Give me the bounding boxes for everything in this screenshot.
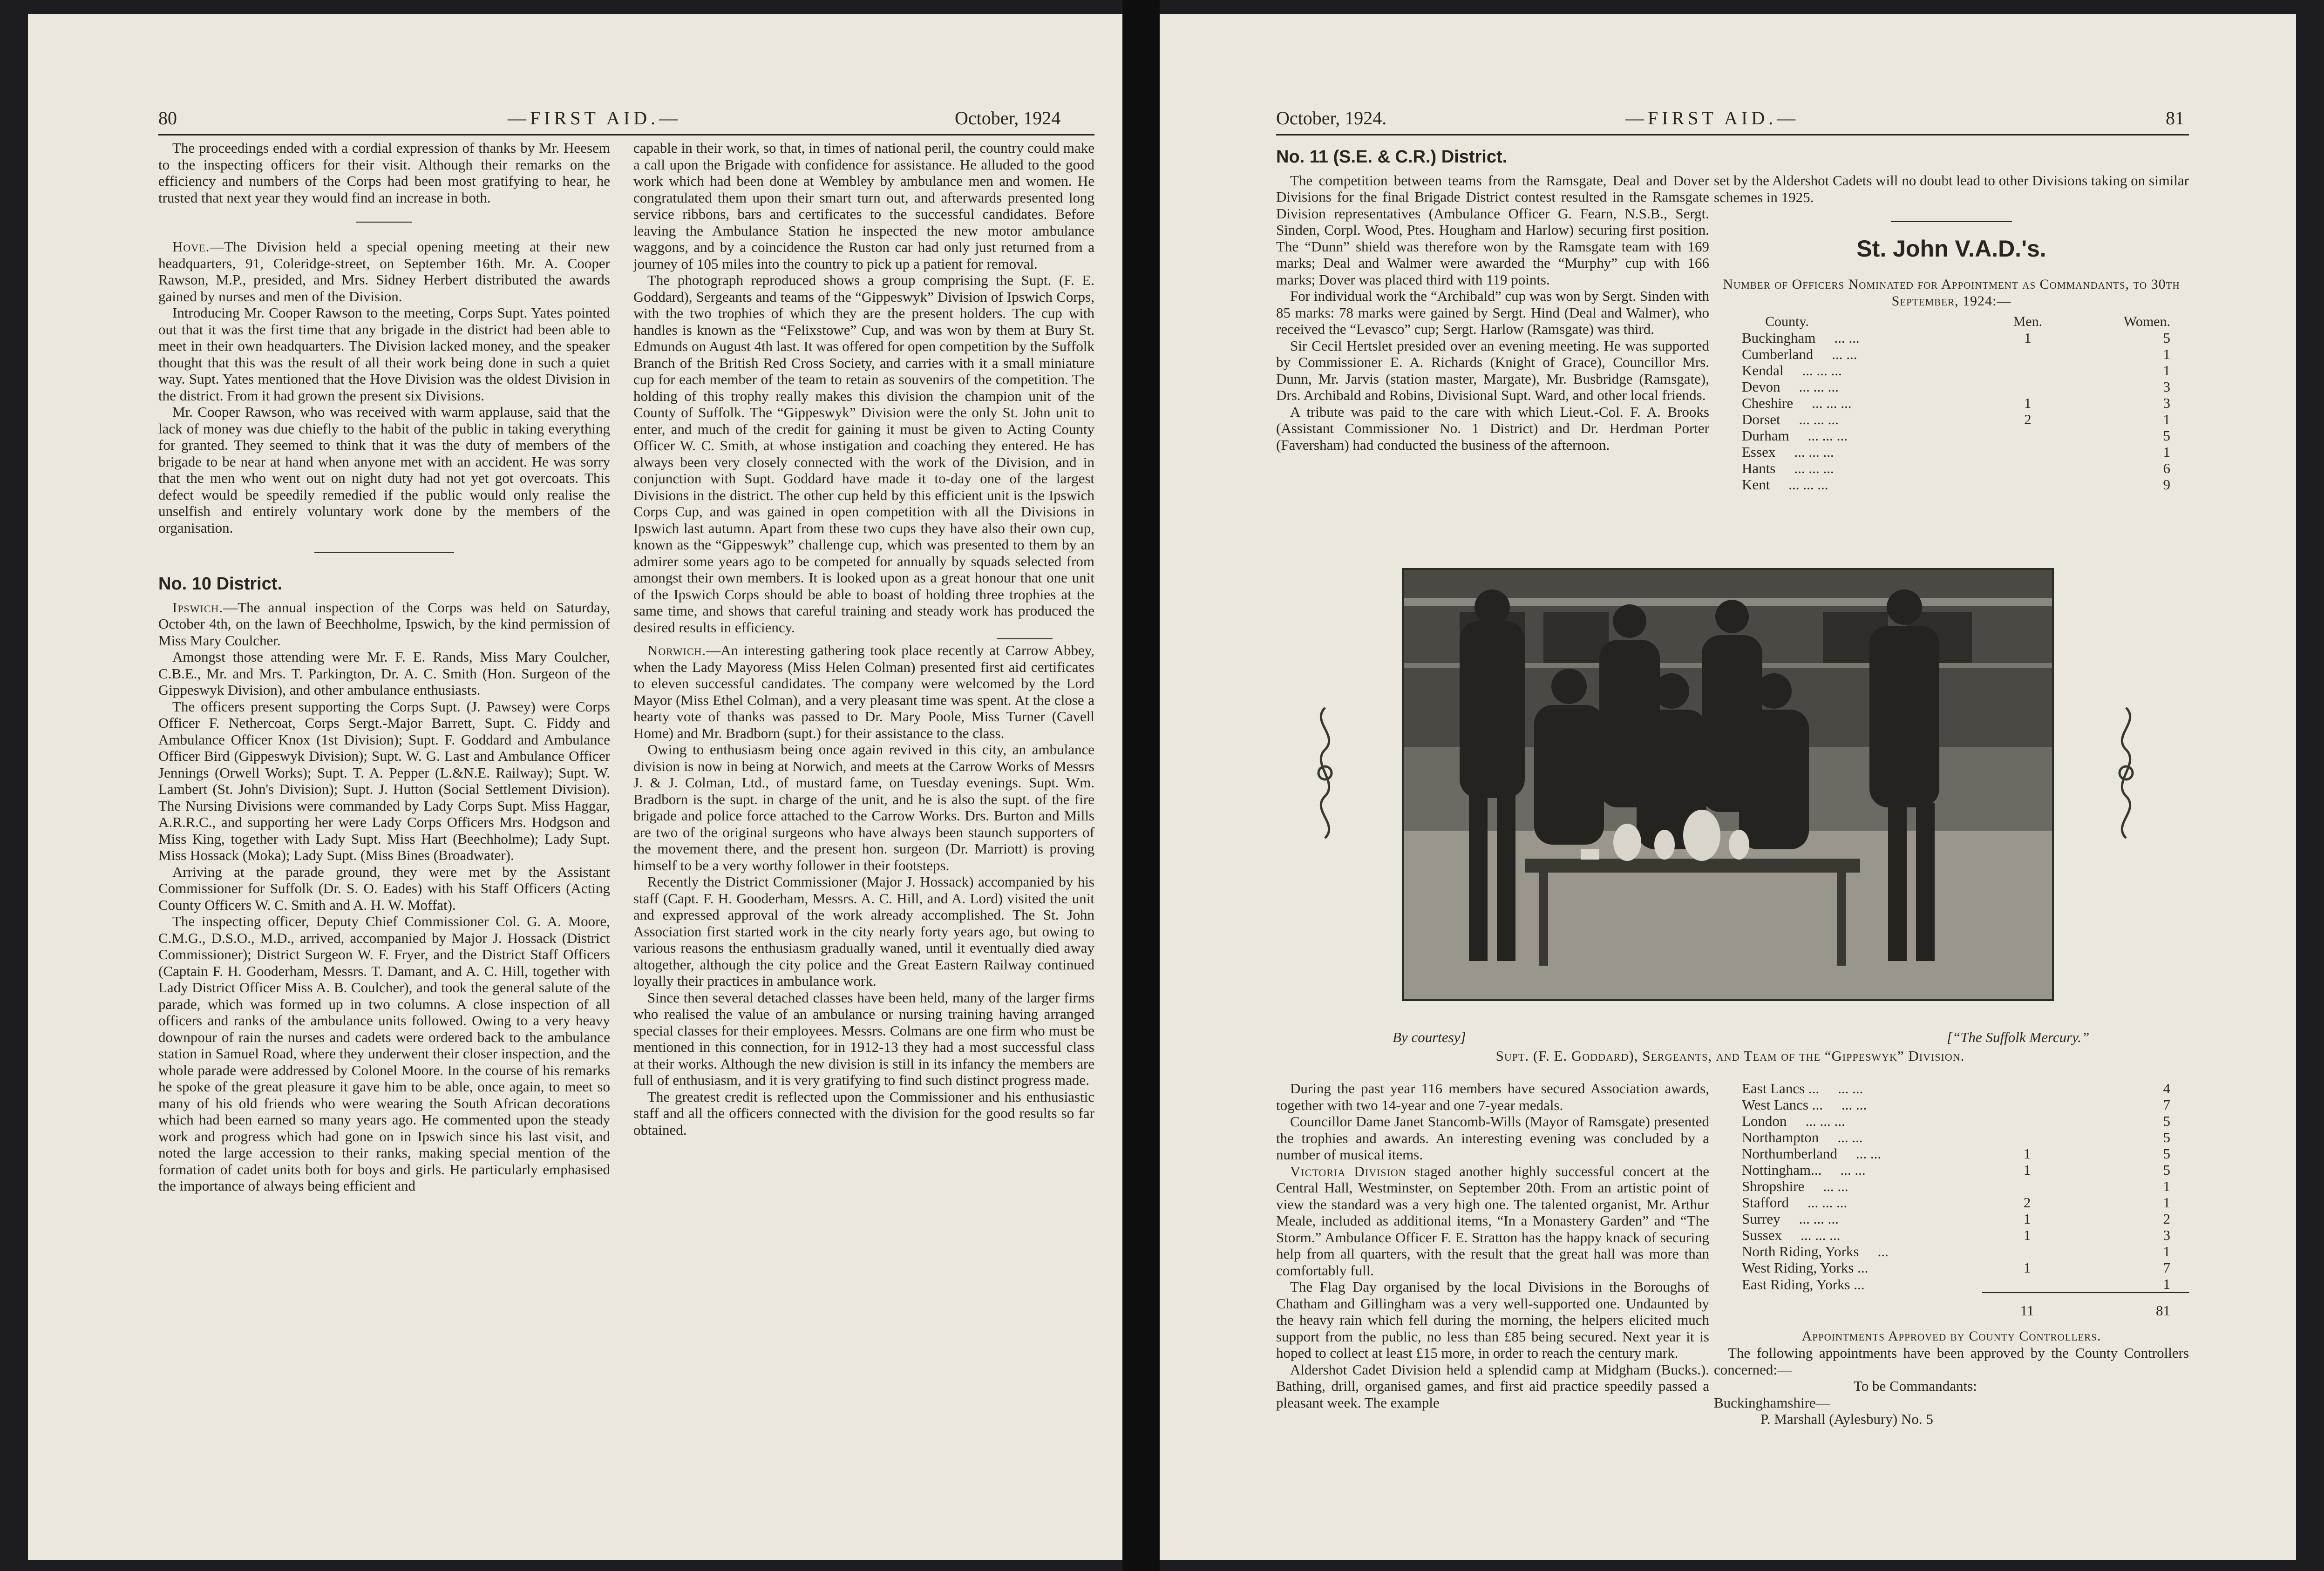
table-row [1742,362,2189,379]
county-label: Dorset [1742,411,1780,427]
county-name [1742,1243,1982,1260]
approvals-heading: Appointments Approved by County Controllers. [1801,1328,2101,1344]
paragraph: To be Commandants: [1854,1378,1977,1394]
table-row [1742,1097,2189,1113]
leader-dots: ... ... [1855,1145,1882,1162]
women-count: 3 [2163,394,2170,411]
section-separator [997,638,1053,639]
paragraph: During the past year 116 members have secured Association awards, together with two 14-year and one 7-year medals. [1276,1080,1709,1113]
women-count: 5 [2163,1145,2170,1162]
county-name [1742,1080,1982,1097]
place-lead: Hove. [172,238,210,255]
men-count [1984,362,2072,379]
table-row [1742,1194,2189,1211]
right-page [1160,14,2296,1560]
paragraph: capable in their work, so that, in times of national peril, the country could make a call upon the Brigade with confidence for assistance. He alluded to the good work which had been done at Wembley by ambulance men and women. He congratulated them upon their smart turn out, and afterwards presented long service ribbons, bars and certificates to the successful candidates. Before leaving the Ambulance Station he inspected the new motor ambulance waggons, and by a coincidence the Ruston car had only just returned from a journey of 105 miles into the country to pick up a patient for removal. [633,140,1094,272]
table-row [1742,1227,2189,1243]
county-name [1742,1276,1982,1293]
paragraph: The Flag Day organised by the local Divisions in the Boroughs of Chatham and Gillingham was a very well-supported one. Undaunted by the heavy rain which fell during the morning, the helpers elicited much support from the public, no less than £85 being secured. Next year it is hoped to collect at least £15 more, in order to reach the century mark. [1276,1279,1709,1361]
paragraph: Mr. Cooper Rawson, who was received with warm applause, said that the lack of money was due chiefly to the habit of the public in taking everything for granted. They seemed to think that it was the duty of members of the brigade to be near at hand when anyone met with an accident. He was sorry that the men who went out on night duty had not yet got overcoats. This defect would be speedily remedied if the public would only realise the unselfish and entirely voluntary work done by the members of the organisation. [158,404,610,536]
right-bottom-column-2 [1714,1080,2189,1428]
county-label: Hants [1742,460,1776,476]
paragraph: Hove.—The Division held a special opening meeting at their new headquarters, 91, Coleridge-street, on September 16th. Mr. A. Cooper Rawson, M.P., presided, and Mrs. Sidney Herbert distributed the awards gained by nurses and men of the Division. [158,238,610,305]
left-column-1 [158,140,610,1194]
paragraph: The following appointments have been approved by the County Controllers concerned:— [1714,1345,2189,1378]
paragraph: Buckinghamshire— [1714,1394,1830,1411]
men-count [1984,379,2072,395]
paragraph: The photograph reproduced shows a group comprising the Supt. (F. E. Goddard), Sergeants and teams of the “Gippeswyk” Division of Ipswich Corps, with the two trophies of which they are the present holders. The cup with handles is known as the “Felixstowe” Cup, and was won by them at Bury St. Edmunds on August 4th last. It was offered for open competition by the Suffolk Branch of the British Red Cross Society, and carries with it a small miniature cup for each member of the team to retain as souvenirs of the competition. The holding of this trophy really makes this division the champion unit of the County of Suffolk. The “Gippeswyk” Division were the only St. John unit to enter, and much of the credit for gaining it must be given to Acting County Officer W. C. Smith, at whose instigation and coaching they entered. He has always been very closely connected with the work of the Division, and in conjunction with Supt. Goddard have made it to-day one of the largest Divisions in the district. The other cup held by this efficient unit is the Ipswich Corps Cup, and was gained in open competition with all the Divisions in Ipswich last autumn. Apart from these two cups they have also their own cup, known as the “Gippeswyk” challenge cup, which was presented to them by an admirer some years ago to be competed for annually by squads selected from amongst their own members. It is looked upon as a great honour that one unit of the Ipswich Corps should be able to boast of holding three trophies at the same time, and shows that careful training and steady work has produced the desired results in efficiency. [633,272,1094,636]
ornament-right-icon [2110,703,2142,843]
ornament-left-icon [1309,703,1341,843]
leader-dots: ... ... ... [1799,378,1839,395]
paragraph: Victoria Division staged another highly successful concert at the Central Hall, Westminster, on September 20th. From an artistic point of view the standard was a very high one. The talented organist, Mr. Arthur Meale, included as additional items, “In a Monastery Garden” and “The Storm.” Ambulance Officer F. E. Stratton has the happy knack of securing help from all quarters, with the result that the great hall was more than comfortably full. [1276,1163,1710,1279]
place-lead: Norwich. [647,642,707,658]
leader-dots: ... ... ... [1808,427,1848,444]
women-count: 1 [2163,443,2170,460]
right-bottom-column-1 [1276,1080,1709,1411]
table-row [1742,460,2189,476]
county-name [1742,1260,1982,1276]
county-name [1742,379,1984,395]
photo-credit-right: [“The Suffolk Mercury.” [1947,1029,2090,1045]
left-column-2 [633,140,1094,1138]
women-count: 5 [2163,1113,2170,1129]
leader-dots: ... ... [1823,1178,1848,1194]
county-label: Buckingham [1742,329,1816,346]
table-row [1742,1129,2189,1145]
county-name [1742,1227,1982,1243]
men-count: 2 [2024,411,2032,427]
paragraph: The greatest credit is reflected upon the Commissioner and his enthusiastic staff and all the officers connected with the division for the good results so far obtained. [633,1088,1094,1138]
header-men: Men. [2013,313,2043,329]
leader-dots: ... ... ... [1788,476,1828,493]
county-label: Sussex [1742,1227,1782,1243]
total-women: 81 [2073,1293,2189,1319]
county-label: East Riding, Yorks ... [1742,1276,1865,1293]
women-count: 7 [2163,1260,2170,1276]
place-lead: Ipswich. [172,599,224,616]
county-name [1742,1145,1982,1162]
table-row [1742,1080,2189,1097]
paragraph: Recently the District Commissioner (Major J. Hossack) accompanied by his staff (Capt. F. H. Gooderham, Messrs. A. C. Hill, and A. Lord) visited the unit and expressed approval of the work already accomplished. The St. John Association first started work in the city nearly forty years ago, but owing to various reasons the enthusiasm gradually waned, until it eventually died away altogether, although the city police and the Great Eastern Railway continued loyally their practices in ambulance work. [633,874,1094,989]
men-count: 1 [2023,1145,2031,1162]
county-label: Durham [1742,427,1789,444]
county-label: Kendal [1742,362,1784,379]
table-row [1742,1243,2189,1260]
men-count [1982,1113,2073,1129]
paragraph: Since then several detached classes have been held, many of the larger firms who realised the value of an ambulance or nursing training having arranged special classes for their employees. Messrs. Colmans are one firm who must be mentioned in this connection, for in 1912-13 they had a most successful class at their works. Although the new division is still in its infancy the members are full of enthusiasm, and it is very gratifying to find such distinct progress made. [633,989,1094,1088]
left-masthead: —FIRST AID.— [508,108,682,129]
vad-title: St. John V.A.D.'s. [1856,236,2046,262]
county-name [1742,444,1984,460]
team-photograph [1402,568,2054,1001]
county-label: Essex [1742,443,1776,460]
women-count: 2 [2163,1211,2170,1227]
leader-dots: ... ... ... [1799,1211,1839,1227]
photo-caption: Supt. (F. E. Goddard), Sergeants, and Team of the “Gippeswyk” Division. [1495,1048,1965,1064]
women-count: 1 [2163,1276,2170,1292]
men-count [1982,1129,2073,1145]
table-row [1742,427,2189,444]
table-row [1742,1178,2189,1194]
left-page [28,14,1122,1560]
county-name [1742,476,1984,493]
women-count: 5 [2163,329,2170,346]
left-date: October, 1924 [955,108,1061,129]
right-header [1160,107,2296,135]
county-name [1742,1194,1982,1211]
county-label: Shropshire [1742,1178,1805,1194]
table-row [1742,1211,2189,1227]
women-count: 1 [2163,362,2170,379]
women-count: 1 [2163,1194,2170,1211]
men-count [1982,1080,2073,1097]
paragraph: Introducing Mr. Cooper Rawson to the meeting, Corps Supt. Yates pointed out that it was the first time that any brigade in the district had been able to meet in their own headquarters. The Division lacked money, and the speaker thought that this was the result of all their work being done in such a quiet way. Supt. Yates mentioned that the Hove Division was the oldest Division in the district. From it had grown the present six Divisions. [158,305,610,404]
totals-row [1742,1293,2189,1319]
paragraph: For individual work the “Archibald” cup was won by Sergt. Sinden with 85 marks: 78 marks were gained by Sergt. Hind (Deal and Walmer), who received the “Levasco” cup; Sergt. Harlow (Ramsgate) was third. [1276,288,1709,337]
county-table-bottom [1742,1080,2189,1319]
county-name [1742,395,1984,411]
table-row [1742,330,2189,346]
right-masthead: —FIRST AID.— [1625,108,1800,129]
men-count [1984,346,2072,362]
table-row [1742,1260,2189,1276]
men-count [1982,1178,2073,1194]
place-lead: Victoria Division [1290,1163,1407,1179]
section-separator [314,552,454,553]
left-page-number: 80 [158,108,177,129]
women-count: 4 [2163,1080,2170,1097]
men-count [1982,1097,2073,1113]
left-header [28,107,1122,135]
leader-dots: ... ... ... [1802,362,1842,379]
county-name [1742,460,1984,476]
table-row [1742,1276,2189,1293]
county-label: East Lancs ... [1742,1080,1820,1097]
page-gutter [1122,0,1160,1571]
men-count: 1 [2023,1227,2031,1243]
women-count: 3 [2163,378,2170,395]
county-label: Nottingham... [1742,1162,1822,1178]
total-men: 11 [1982,1293,2073,1319]
paragraph: Sir Cecil Hertslet presided over an evening meeting. He was supported by Commissioner E. A. Richards (Knight of Grace), Councillor Mrs. Dunn, Mr. Jarvis (station master, Margate), Mr. Busbridge (Ramsgate), Drs. Archibald and Robins, Divisional Supt. Ward, and other local friends. [1276,337,1709,403]
leader-dots: ... ... ... [1801,1227,1841,1243]
county-label: Northampton [1742,1129,1819,1145]
header-women: Women. [2123,313,2170,329]
county-name [1742,1129,1982,1145]
leader-dots: ... ... [1840,1162,1866,1178]
county-name [1742,411,1984,427]
women-count: 7 [2163,1097,2170,1113]
paragraph: set by the Aldershot Cadets will no doubt lead to other Divisions taking on similar schemes in 1925. [1714,172,2189,205]
leader-dots: ... [1877,1243,1889,1260]
men-count [1984,476,2072,493]
right-header-rule [1276,134,2189,135]
county-name [1742,330,1984,346]
leader-dots: ... ... [1832,345,1857,362]
county-label: Northumberland [1742,1145,1837,1162]
women-count: 6 [2163,460,2170,476]
header-county: County. [1765,313,1809,329]
paragraph: The inspecting officer, Deputy Chief Commissioner Col. G. A. Moore, C.M.G., D.S.O., M.D., arrived, accompanied by Major J. Hossack (District Commissioner); District Surgeon W. F. Fryer, and the District Staff Officers (Captain F. H. Gooderham, Messrs. T. Damant, and A. C. Hill, together with Lady District Officer Miss A. B. Coulcher), and took the general salute of the parade, which was formed up in two columns. A close inspection of all officers and ranks of the ambulance units followed. Owing to a very heavy downpour of rain the nurses and cadets were ordered back to the ambulance station in Samuel Road, where they underwent their closer inspection, and the whole parade were addressed by Colonel Moore. In the course of his remarks he spoke of the great pleasure it gave him to be able, once again, to meet so many of his old friends who were wearing the South African decorations which had been earned so many years ago. He commented upon the steady work and progress which had gone on in Ipswich since his last visit, and noted the large accession to their ranks, making special mention of the formation of cadet units both for boys and girls. He particularly emphasised the importance of always being efficient and [158,913,610,1194]
county-name [1742,1097,1982,1113]
county-label: Kent [1742,476,1770,493]
table-row [1742,1145,2189,1162]
women-count: 5 [2163,427,2170,444]
paragraph: Norwich.—An interesting gathering took place recently at Carrow Abbey, when the Lady Mayoress (Miss Helen Colman) presented first aid certificates to eleven successful candidates. The company were welcomed by the Lord Mayor (Miss Ethel Colman), and a very pleasant time was spent. At the close a hearty vote of thanks was passed to Dr. Mary Poole, Miss Turner (Cavell Home) and Mr. Bradborn (supt.) for their assistance to the class. [633,642,1094,741]
section-separator [1891,221,2012,222]
leader-dots: ... ... ... [1794,443,1834,460]
men-count [1982,1276,2073,1293]
county-label: Cumberland [1742,345,1814,362]
paragraph: The competition between teams from the Ramsgate, Deal and Dover Divisions for the final Brigade District contest resulted in the Ramsgate Division representatives (Ambulance Officer G. Fearn, N.S.B., Sergt. Sinden, Corpl. Wood, Ptes. Hougham and Harlow) securing first position. The “Dunn” shield was therefore won by the Ramsgate team with 169 marks; Deal and Walmer were awarded the “Murphy” cup with 166 marks; Dover was placed third with 119 points. [1276,172,1709,288]
leader-dots: ... ... ... [1799,411,1839,427]
right-column-2 [1714,172,2189,493]
men-count [1982,1243,2073,1260]
county-label: Devon [1742,378,1780,395]
right-column-1 [1276,140,1709,453]
county-name [1742,1162,1982,1178]
men-count: 1 [2024,329,2032,346]
men-count [1984,444,2072,460]
county-label: West Riding, Yorks ... [1742,1260,1869,1276]
paragraph: Amongst those attending were Mr. F. E. Rands, Miss Mary Coulcher, C.B.E., Mr. and Mrs. T. Parkington, Dr. A. C. Smith (Hon. Surgeon of the Gippeswyk Division), and other ambulance enthusiasts. [158,649,610,698]
county-label: Cheshire [1742,394,1794,411]
table-row [1742,1162,2189,1178]
county-table-top [1742,313,2189,493]
women-count: 3 [2163,1227,2170,1243]
leader-dots: ... ... [1841,1097,1867,1113]
county-name [1742,1113,1982,1129]
table-header-row [1742,313,2189,330]
men-count: 1 [2023,1260,2031,1276]
county-name [1742,346,1984,362]
paragraph: Aldershot Cadet Division held a splendid camp at Midgham (Bucks.). Bathing, drill, organised games, and first aid practice speedily passed a pleasant week. The example [1276,1361,1709,1411]
left-header-rule [158,134,1094,135]
county-name [1742,362,1984,379]
right-page-number: 81 [2166,108,2184,129]
county-name [1742,1211,1982,1227]
county-label: London [1742,1113,1787,1129]
leader-dots: ... ... ... [1808,1194,1848,1211]
paragraph: Councillor Dame Janet Stancomb-Wills (Mayor of Ramsgate) presented the trophies and awards. An interesting evening was concluded by a number of musical items. [1276,1113,1709,1163]
women-count: 5 [2163,1129,2170,1145]
leader-dots: ... ... ... [1805,1113,1845,1129]
women-count: 9 [2163,476,2170,493]
section-heading: No. 11 (S.E. & C.R.) District. [1276,147,1508,167]
team-photo-illustration [1404,570,2052,999]
paragraph: The officers present supporting the Corps Supt. (J. Pawsey) were Corps Officer F. Nethercoat, Corps Sergt.-Major Barrett, Supt. C. Fiddy and Ambulance Officer Knox (1st Division); Supt. F. Goddard and Ambulance Officer Bird (Gippeswyk Division); Supt. W. G. Last and Ambulance Officer Jennings (Orwell Works); Supt. T. A. Pepper (L.&N.E. Railway); Supt. W. Lambert (St. John's Division); Supt. J. Hutton (Social Settlement Division). The Nursing Divisions were commanded by Lady Corps Supt. Miss Haggar, A.R.R.C., and supporting her were Lady Corps Officers Mrs. Hodgson and Miss King, together with Lady Supt. Miss Hart (Beechholme); Lady Supt. Miss Hossack (Moka); Lady Supt. (Miss Bines (Broadwater). [158,698,610,863]
county-label: North Riding, Yorks [1742,1243,1859,1260]
table-row [1742,444,2189,460]
section-separator [356,222,412,223]
women-count: 1 [2163,411,2170,427]
men-count [1984,460,2072,476]
men-count: 1 [2023,1211,2031,1227]
county-label: Stafford [1742,1194,1789,1211]
women-count: 1 [2163,1178,2170,1194]
paragraph: P. Marshall (Aylesbury) No. 5 [1760,1411,1933,1427]
table-row [1742,476,2189,493]
table-row [1742,346,2189,362]
leader-dots: ... ... ... [1812,394,1852,411]
leader-dots: ... ... ... [1794,460,1834,476]
men-count: 1 [2023,1162,2031,1178]
county-name [1742,427,1984,444]
men-count: 2 [2023,1194,2031,1211]
table-row [1742,411,2189,427]
paragraph: Ipswich.—The annual inspection of the Corps was held on Saturday, October 4th, on the lawn of Beechholme, Ipswich, by the kind permission of Miss Mary Coulcher. [158,599,610,649]
county-name [1742,1178,1982,1194]
paragraph: Arriving at the parade ground, they were met by the Assistant Commissioner for Suffolk (Dr. S. O. Eades) with his Staff Officers (Acting County Officers W. C. Smith and A. H. W. Moffat). [158,863,610,913]
county-label: West Lancs ... [1742,1097,1823,1113]
leader-dots: ... ... [1834,329,1860,346]
paragraph: The proceedings ended with a cordial expression of thanks by Mr. Heesem to the inspecting officers for their visit. Although their remarks on the efficiency and numbers of the Corps had been most gratifying to hear, he trusted that next year they would find an increase in both. [158,140,610,206]
women-count: 1 [2163,345,2170,362]
women-count: 1 [2163,1243,2170,1260]
leader-dots: ... ... [1837,1129,1863,1145]
paragraph: Owing to enthusiasm being once again revived in this city, an ambulance division is now in being at Norwich, and meets at the Carrow Works of Messrs J. & J. Colman, Ltd., of mustard fame, on Tuesday evenings. Supt. Wm. Bradborn is the supt. in charge of the unit, and he is also the supt. of the fire brigade and police force attached to the Carrow Works. Drs. Burton and Mills are two of the original surgeons who have always been staunch supporters of the movement there, and the present hon. surgeon (Dr. Marriott) is proving himself to be a very worthy follower in their footsteps. [633,741,1094,874]
photo-credit-left: By courtesy] [1393,1029,1466,1045]
paragraph: A tribute was paid to the care with which Lieut.-Col. F. A. Brooks (Assistant Commissioner No. 1 District) and Dr. Herdman Porter (Faversham) had conducted the business of the afternoon. [1276,403,1709,453]
section-heading: No. 10 District. [158,574,283,594]
men-count [1984,427,2072,444]
nomination-caption: Number of Officers Nominated for Appointment as Commandants, to 30th September, 1924:— [1723,276,2180,309]
county-label: Surrey [1742,1211,1780,1227]
leader-dots: ... ... [1838,1080,1863,1097]
table-row [1742,379,2189,395]
table-row [1742,395,2189,411]
table-row [1742,1113,2189,1129]
right-date: October, 1924. [1276,108,1387,129]
women-count: 5 [2163,1162,2170,1178]
men-count: 1 [2024,394,2032,411]
